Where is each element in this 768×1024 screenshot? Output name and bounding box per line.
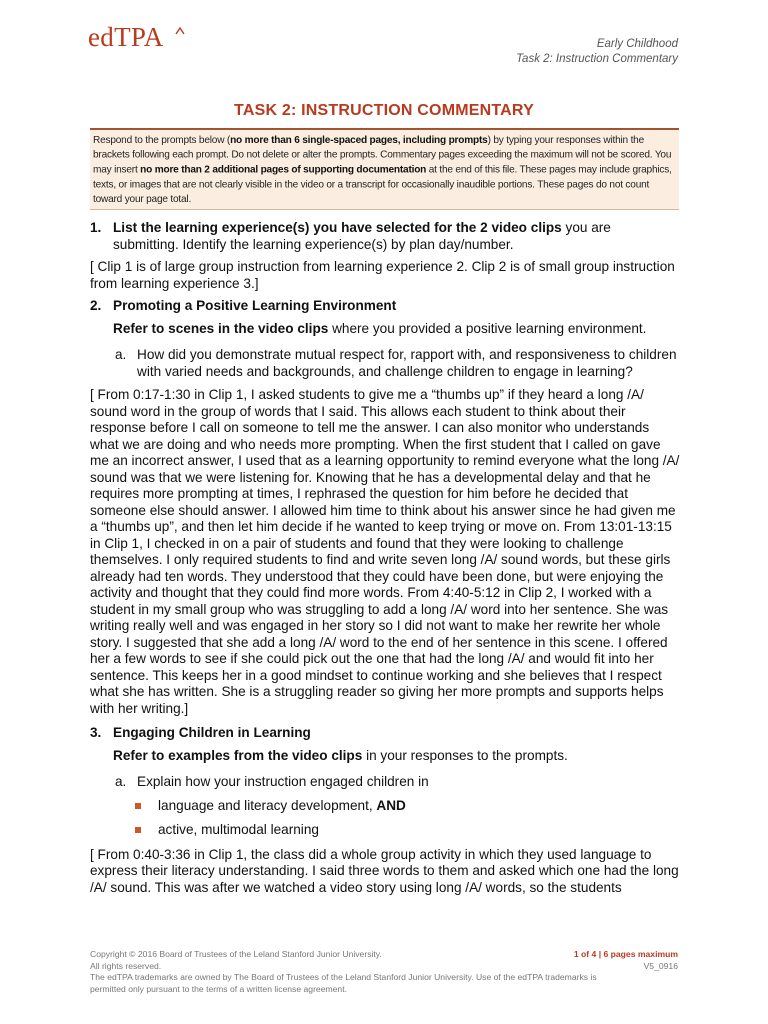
prompt-number: 2. (90, 298, 102, 313)
response-3a[interactable]: [ From 0:40-3:36 in Clip 1, the class did a whole group activity in which they used language to express their literacy understanding. I said three words to them and asked which one had the long /A/ sound. This was after we watched a video story using long /A/ words, so the students (90, 846, 679, 895)
bullet-text: active, multimodal learning (158, 822, 319, 837)
prompt-3-title: Engaging Children in Learning (113, 725, 311, 740)
prompt-2-title: Promoting a Positive Learning Environment (113, 298, 397, 313)
prompt-3-instruction (90, 748, 680, 765)
instructions-box (90, 128, 679, 210)
prompt-letter: a. (115, 774, 127, 789)
prompt-2-heading (90, 298, 680, 315)
document-header (516, 37, 678, 67)
prompt-2-instruction (90, 321, 680, 338)
prompt-3-instruction-bold: Refer to examples from the video clips (113, 747, 363, 763)
prompt-1 (90, 220, 680, 253)
prompt-3a (90, 774, 680, 791)
page-count: 1 of 4 | 6 pages maximum (573, 949, 678, 959)
prompt-1-text: you are submitting. Identify the learning experience(s) by plan day/number. (113, 220, 611, 252)
bullet-text: language and literacy development, (158, 797, 377, 813)
edtpa-logo: edTPA (88, 22, 164, 52)
bullet-item (90, 798, 680, 815)
footer-page-info (574, 949, 678, 972)
prompt-2a (90, 347, 680, 380)
prompt-number: 3. (90, 725, 102, 740)
header-subject: Early Childhood (596, 38, 678, 50)
logo-swoosh-icon (175, 26, 185, 36)
header-task: Task 2: Instruction Commentary (516, 53, 678, 65)
prompt-3-instruction-text: in your responses to the prompts. (362, 747, 568, 763)
version-label: V5_0916 (643, 960, 678, 971)
copyright-line: Copyright © 2016 Board of Trustees of the Leland Stanford Junior University. (90, 949, 382, 959)
instructions-text: ) by typing your responses within the brackets following each prompt. Do not delete or alter the prompts. Commentary pages exceeding the maximum will not be scored. You may insert (93, 134, 672, 176)
square-bullet-icon (135, 827, 141, 833)
instructions-bold-supporting: no more than 2 additional pages of supporting documentation (140, 164, 427, 176)
response-1[interactable]: [ Clip 1 is of large group instruction from learning experience 2. Clip 2 is of small group instruction from learning experience 3.] (90, 259, 675, 291)
trademark-line: permitted only pursuant to the terms of a written license agreement. (90, 983, 347, 994)
prompt-2-instruction-text: where you provided a positive learning environment. (328, 320, 647, 336)
prompt-2-instruction-bold: Refer to scenes in the video clips (113, 320, 329, 336)
prompt-1-bold: List the learning experience(s) you have selected for the 2 video clips (113, 220, 562, 235)
instructions-text: Respond to the prompts below ( (93, 134, 231, 146)
bullet-item (90, 822, 680, 839)
instructions-bold-limit: no more than 6 single-spaced pages, including prompts (230, 134, 488, 146)
trademark-line: The edTPA trademarks are owned by The Board of Trustees of the Leland Stanford Junior University. Use of the edTPA trademarks is (90, 972, 597, 982)
response-2a[interactable]: [ From 0:17-1:30 in Clip 1, I asked students to give me a “thumbs up” if they heard a long /A/ sound word in the group of words that I said. This allows each student to think about their response before I call on someone to tell me the answer. I can also monitor who understands what we are doing and who needs more prompting. When the first student that I called on gave me an incorrect answer, I used that as a learning opportunity to remind everyone what the long /A/ sound was that we were listening for. Knowing that he has a developmental delay and that he requires more prompting at times, I rephrased the question for him before he decided that someone else should answer. I allowed him time to think about his answer since he had given me a “thumbs up”, and then let him decide if he wanted to keep trying or move on. From 13:01-13:15 in Clip 1, I checked in on a pair of students and found that they were looking to challenge themselves. I only required students to find and write seven long /A/ sound words, but these girls already had ten words. They understood that they could have been done, but were enjoying the activity and thought that they could find more words. From 4:40-5:12 in Clip 2, I worked with a student in my small group who was struggling to add a long /A/ word into her sentence. She was writing really well and was engaged in her story so I did not want to make her rewrite her whole story. I suggested that she add a long /A/ word to the end of her sentence in this scene. I offered her a few words to see if she could pick out the one that had the long /A/ and would fit into her sentence. This keeps her in a good mindset to continue working and she believes that I respect what she has written. She is a struggling reader so giving her more prompts and supports helps with her writing.] (90, 387, 680, 716)
prompt-3a-text: Explain how your instruction engaged children in (137, 774, 429, 789)
footer-copyright (90, 949, 650, 995)
prompt-letter: a. (115, 347, 127, 362)
square-bullet-icon (135, 803, 141, 809)
prompt-number: 1. (90, 220, 102, 235)
rights-line: All rights reserved. (90, 960, 162, 971)
prompt-3-heading (90, 725, 680, 742)
commentary-body (90, 220, 680, 904)
page-title: TASK 2: INSTRUCTION COMMENTARY (234, 102, 534, 119)
bullet-bold: AND (376, 797, 406, 813)
prompt-2a-text: How did you demonstrate mutual respect for, rapport with, and responsiveness to children with varied needs and backgrounds, and challenge children to engage in learning? (137, 347, 677, 379)
instructions-text: at the end of this file. These pages may include graphics, texts, or images that are not clearly visible in the video or a transcript for occasionally inaudible portions. These pages do not count toward your page total. (93, 164, 672, 206)
